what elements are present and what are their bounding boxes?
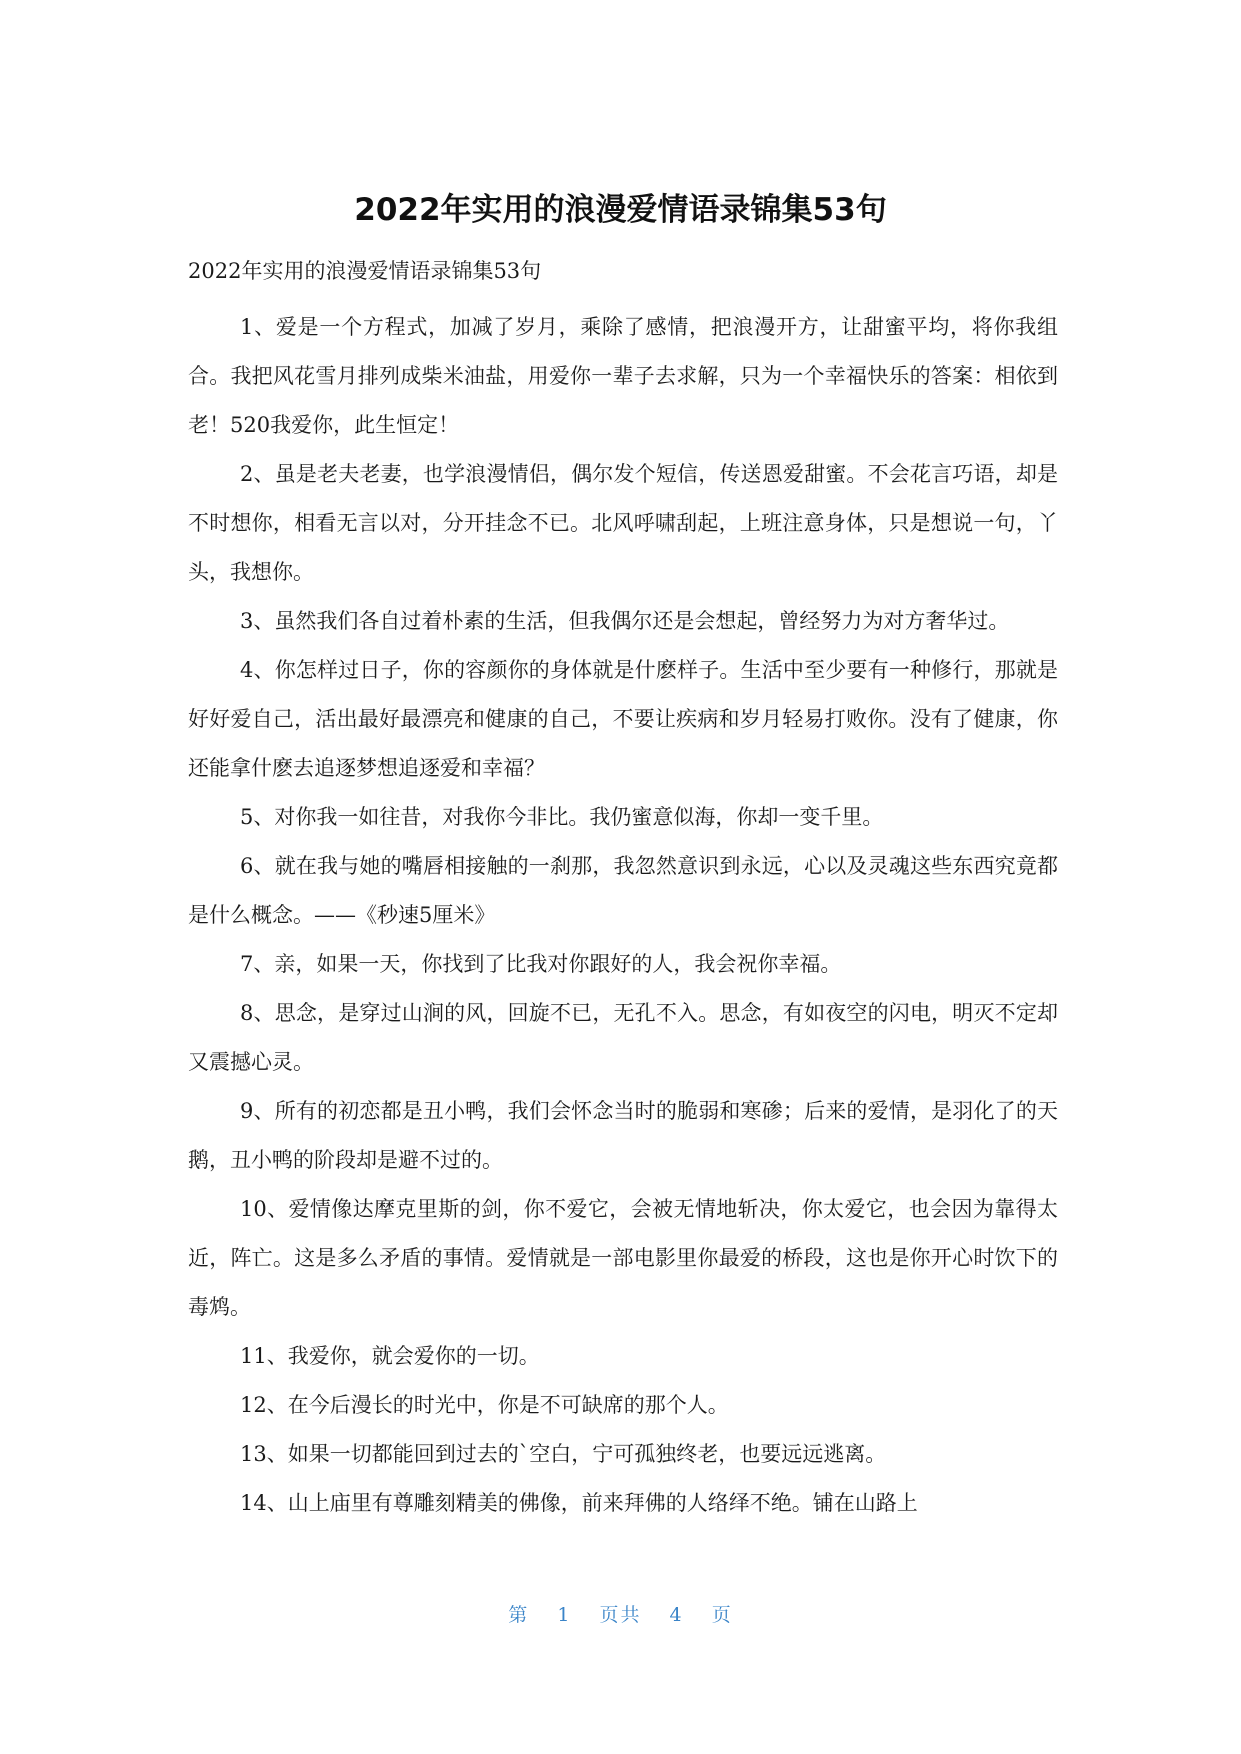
paragraph: 2、虽是老夫老妻，也学浪漫情侣，偶尔发个短信，传送恩爱甜蜜。不会花言巧语，却是不时想你，相看无言以对，分开挂念不已。北风呼啸刮起，上班注意身体，只是想说一句，丫头，我想你。 [188, 462, 1058, 584]
paragraph: 14、山上庙里有尊雕刻精美的佛像，前来拜佛的人络绎不绝。铺在山路上 [240, 1491, 918, 1515]
footer-page-of: 页共 [599, 1604, 642, 1626]
paragraph: 10、爱情像达摩克里斯的剑，你不爱它，会被无情地斩决，你太爱它，也会因为靠得太近，阵亡。这是多么矛盾的事情。爱情就是一部电影里你最爱的桥段，这也是你开心时饮下的毒鸩。 [188, 1197, 1058, 1319]
footer-page-suffix: 页 [711, 1604, 733, 1626]
document-body [188, 253, 1058, 1528]
page-footer [0, 1600, 1241, 1627]
document-subtitle: 2022年实用的浪漫爱情语录锦集53句 [188, 259, 542, 283]
paragraph: 3、虽然我们各自过着朴素的生活，但我偶尔还是会想起，曾经努力为对方奢华过。 [240, 609, 1010, 633]
paragraph: 7、亲，如果一天，你找到了比我对你跟好的人，我会祝你幸福。 [240, 952, 842, 976]
paragraph: 8、思念，是穿过山涧的风，回旋不已，无孔不入。思念，有如夜空的闪电，明灭不定却又震撼心灵。 [188, 1001, 1058, 1074]
paragraph: 1、爱是一个方程式，加减了岁月，乘除了感情，把浪漫开方，让甜蜜平均，将你我组合。我把风花雪月排列成柴米油盐，用爱你一辈子去求解，只为一个幸福快乐的答案：相依到老！520我爱你，此生恒定！ [188, 315, 1058, 437]
footer-page-number: 1 [557, 1604, 572, 1626]
footer-total-pages: 4 [669, 1604, 684, 1626]
paragraph: 12、在今后漫长的时光中，你是不可缺席的那个人。 [240, 1393, 729, 1417]
paragraph: 11、我爱你，就会爱你的一切。 [240, 1344, 540, 1368]
paragraph: 6、就在我与她的嘴唇相接触的一刹那，我忽然意识到永远，心以及灵魂这些东西究竟都是什么概念。——《秒速5厘米》 [188, 854, 1058, 927]
paragraph: 13、如果一切都能回到过去的`空白，宁可孤独终老，也要远远逃离。 [240, 1442, 887, 1466]
footer-page-label: 第 [508, 1604, 530, 1626]
page-title: 2022年实用的浪漫爱情语录锦集53句 [354, 192, 887, 228]
paragraph: 5、对你我一如往昔，对我你今非比。我仍蜜意似海，你却一变千里。 [240, 805, 884, 829]
paragraph: 9、所有的初恋都是丑小鸭，我们会怀念当时的脆弱和寒碜；后来的爱情，是羽化了的天鹅，丑小鸭的阶段却是避不过的。 [188, 1099, 1058, 1172]
paragraph: 4、你怎样过日子，你的容颜你的身体就是什麽样子。生活中至少要有一种修行，那就是好好爱自己，活出最好最漂亮和健康的自己，不要让疾病和岁月轻易打败你。没有了健康，你还能拿什麽去追逐梦想追逐爱和幸福？ [188, 658, 1058, 780]
